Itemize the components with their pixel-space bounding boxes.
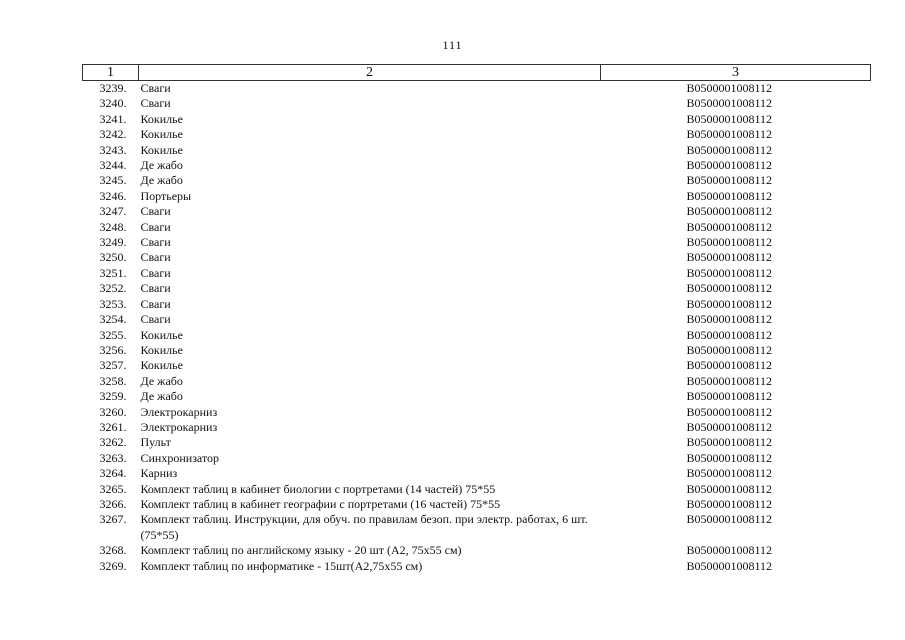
table-row [83,497,871,512]
item-name: Сваги [140,296,171,311]
item-code: B0500001008112 [686,404,773,419]
row-number: 3248. [99,219,127,234]
item-code: B0500001008112 [686,342,773,357]
row-number: 3244. [99,158,127,173]
item-name: Кокилье [140,111,183,126]
row-number: 3260. [99,404,127,419]
item-name: Комплект таблиц по информатике - 15шт(А2,75х55 см) [140,558,423,573]
table-row [83,343,871,358]
row-number: 3251. [99,265,127,280]
column-header-1: 1 [83,65,139,81]
item-code: B0500001008112 [686,111,773,126]
row-number: 3265. [99,481,127,496]
table-row [83,358,871,373]
table-row [83,405,871,420]
row-number: 3249. [99,235,127,250]
item-name: Электрокарниз [140,404,218,419]
item-name: Портьеры [140,188,192,203]
item-name: Кокилье [140,327,183,342]
row-number: 3258. [99,373,127,388]
table-row [83,281,871,296]
item-name: Синхронизатор [140,450,220,465]
row-number: 3257. [99,358,127,373]
item-name: Сваги [140,312,171,327]
document-table [82,64,871,574]
row-number: 3254. [99,312,127,327]
table-row [83,312,871,327]
item-code: B0500001008112 [686,389,773,404]
item-name: Сваги [140,96,171,111]
item-name: Сваги [140,204,171,219]
item-name: Пульт [140,435,171,450]
table-row [83,81,871,97]
item-code: B0500001008112 [686,127,773,142]
item-code: B0500001008112 [686,204,773,219]
item-name: Комплект таблиц в кабинет географии с портретами (16 частей) 75*55 [140,496,501,511]
item-name: Кокилье [140,142,183,157]
item-code: B0500001008112 [686,512,773,527]
item-code: B0500001008112 [686,327,773,342]
item-name: Комплект таблиц в кабинет биологии с портретами (14 частей) 75*55 [140,481,496,496]
row-number: 3266. [99,496,127,511]
table-row [83,328,871,343]
table-row [83,297,871,312]
item-code: B0500001008112 [686,81,773,95]
item-code: B0500001008112 [686,358,773,373]
row-number: 3255. [99,327,127,342]
item-name: Кокилье [140,342,183,357]
row-number: 3252. [99,281,127,296]
item-name: Де жабо [140,373,183,388]
item-name: Сваги [140,250,171,265]
row-number: 3240. [99,96,127,111]
item-code: B0500001008112 [686,496,773,511]
row-number: 3246. [99,188,127,203]
item-code: B0500001008112 [686,543,773,558]
item-code: B0500001008112 [686,466,773,481]
table-row [83,420,871,435]
row-number: 3263. [99,450,127,465]
item-name: Де жабо [140,173,183,188]
table-row [83,466,871,481]
table-row [83,112,871,127]
row-number: 3259. [99,389,127,404]
row-number: 3262. [99,435,127,450]
table-row [83,96,871,111]
item-name: Комплект таблиц по английскому языку - 20 шт (А2, 75х55 см) [140,543,462,558]
item-code: B0500001008112 [686,158,773,173]
table-row [83,235,871,250]
item-name: Сваги [140,265,171,280]
row-number: 3243. [99,142,127,157]
table-row [83,543,871,558]
item-code: B0500001008112 [686,265,773,280]
table-row [83,389,871,404]
item-name: Де жабо [140,389,183,404]
table-row [83,374,871,389]
table-row [83,451,871,466]
row-number: 3264. [99,466,127,481]
item-code: B0500001008112 [686,235,773,250]
row-number: 3269. [99,558,127,573]
item-code: B0500001008112 [686,96,773,111]
table-header [83,65,871,81]
table-row [83,204,871,219]
item-name: Электрокарниз [140,419,218,434]
column-header-3: 3 [601,65,871,81]
item-code: B0500001008112 [686,435,773,450]
table-row [83,512,871,543]
item-code: B0500001008112 [686,281,773,296]
item-code: B0500001008112 [686,419,773,434]
item-code: B0500001008112 [686,312,773,327]
item-name: Сваги [140,81,171,95]
row-number: 3241. [99,111,127,126]
item-code: B0500001008112 [686,373,773,388]
table-row [83,435,871,450]
row-number: 3242. [99,127,127,142]
row-number: 3239. [99,81,127,95]
row-number: 3253. [99,296,127,311]
row-number: 3267. [99,512,127,527]
page-number: 111 [442,38,463,52]
item-code: B0500001008112 [686,296,773,311]
item-name: Сваги [140,235,171,250]
item-name: Де жабо [140,158,183,173]
table-row [83,250,871,265]
table-row [83,220,871,235]
item-name: Карниз [140,466,178,481]
table-body [83,81,871,575]
item-code: B0500001008112 [686,219,773,234]
item-code: B0500001008112 [686,173,773,188]
item-code: B0500001008112 [686,558,773,573]
row-number: 3250. [99,250,127,265]
table-row [83,189,871,204]
item-code: B0500001008112 [686,188,773,203]
row-number: 3256. [99,342,127,357]
item-code: B0500001008112 [686,481,773,496]
table-row [83,127,871,142]
row-number: 3261. [99,419,127,434]
table-row [83,482,871,497]
item-name: Кокилье [140,358,183,373]
table-row [83,158,871,173]
row-number: 3245. [99,173,127,188]
item-code: B0500001008112 [686,142,773,157]
item-code: B0500001008112 [686,250,773,265]
item-name: Комплект таблиц. Инструкции, для обуч. по правилам безоп. при электр. работах, 6 шт. (75*55) [140,512,588,542]
row-number: 3247. [99,204,127,219]
item-code: B0500001008112 [686,450,773,465]
header-row [83,65,871,81]
row-number: 3268. [99,543,127,558]
item-name: Кокилье [140,127,183,142]
column-header-2: 2 [139,65,601,81]
table-row [83,266,871,281]
item-name: Сваги [140,219,171,234]
table-row [83,143,871,158]
table-row [83,559,871,574]
item-name: Сваги [140,281,171,296]
table-row [83,173,871,188]
